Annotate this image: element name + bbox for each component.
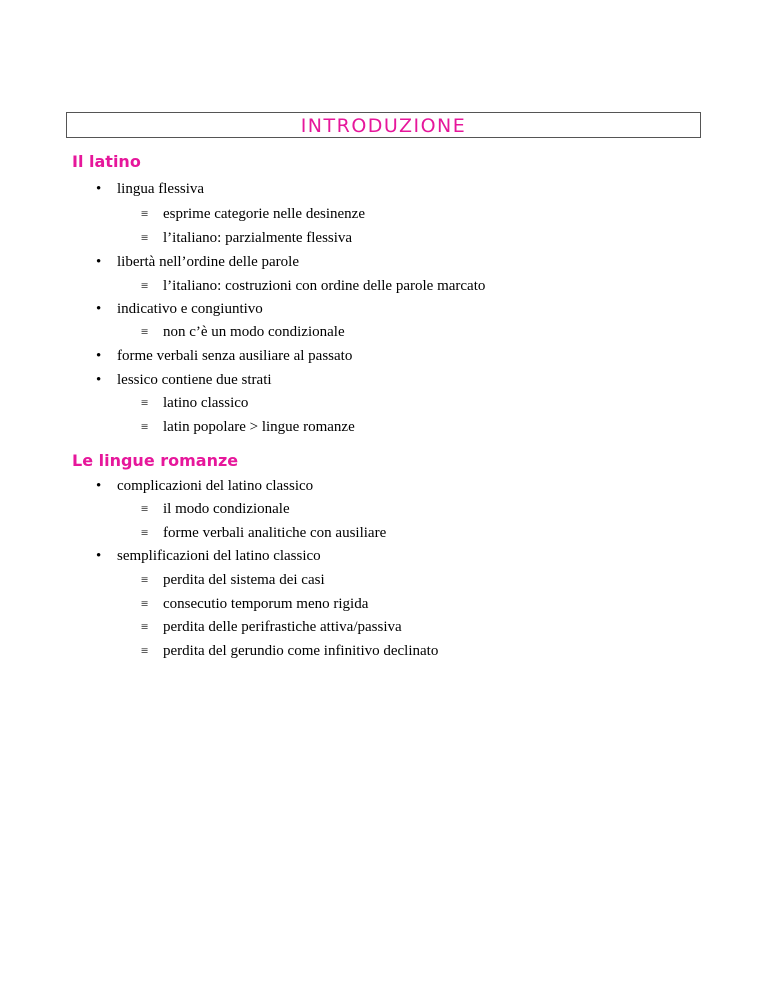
section-heading-lingue-romanze: Le lingue romanze (72, 451, 239, 470)
sub-list-item-text: il modo condizionale (163, 501, 290, 517)
sub-list-item-text: perdita del sistema dei casi (163, 572, 325, 588)
sub-bullet-icon: ≡ (141, 324, 149, 339)
sub-bullet-icon: ≡ (141, 395, 149, 410)
sub-list-item-text: l’italiano: parzialmente flessiva (163, 230, 353, 246)
sub-list-item-text: forme verbali analitiche con ausiliare (163, 525, 387, 541)
sub-list-item-text: esprime categorie nelle desinenze (163, 206, 365, 222)
sub-bullet-icon: ≡ (141, 525, 149, 540)
sub-list-item-text: perdita delle perifrastiche attiva/passiva (163, 619, 402, 635)
bullet-icon: • (96, 301, 102, 317)
bullet-icon: • (96, 348, 102, 364)
sub-bullet-icon: ≡ (141, 643, 149, 658)
sub-bullet-icon: ≡ (141, 572, 149, 587)
sub-bullet-icon: ≡ (141, 419, 149, 434)
list-item-text: semplificazioni del latino classico (117, 548, 321, 564)
bullet-icon: • (96, 372, 102, 388)
sub-bullet-icon: ≡ (141, 596, 149, 611)
sub-list-item-text: latino classico (163, 395, 249, 411)
sub-list-item-text: non c’è un modo condizionale (163, 324, 345, 340)
list-item-text: lingua flessiva (117, 181, 205, 197)
page-title: INTRODUZIONE (66, 112, 701, 138)
sub-bullet-icon: ≡ (141, 230, 149, 245)
sub-list-item-text: latin popolare > lingue romanze (163, 419, 355, 435)
sub-bullet-icon: ≡ (141, 206, 149, 221)
list-item-text: libertà nell’ordine delle parole (117, 254, 299, 270)
sub-list-item-text: perdita del gerundio come infinitivo declinato (163, 643, 439, 659)
sub-bullet-icon: ≡ (141, 619, 149, 634)
section-heading-latino: Il latino (72, 152, 141, 171)
bullet-icon: • (96, 548, 102, 564)
list-item-text: complicazioni del latino classico (117, 478, 314, 494)
list-item-text: forme verbali senza ausiliare al passato (117, 348, 353, 364)
sub-list-item-text: l’italiano: costruzioni con ordine delle parole marcato (163, 278, 486, 294)
sub-list-item-text: consecutio temporum meno rigida (163, 596, 369, 612)
sub-bullet-icon: ≡ (141, 501, 149, 516)
list-item-text: indicativo e congiuntivo (117, 301, 263, 317)
bullet-icon: • (96, 181, 102, 197)
list-item-text: lessico contiene due strati (117, 372, 272, 388)
bullet-icon: • (96, 254, 102, 270)
bullet-icon: • (96, 478, 102, 494)
sub-bullet-icon: ≡ (141, 278, 149, 293)
